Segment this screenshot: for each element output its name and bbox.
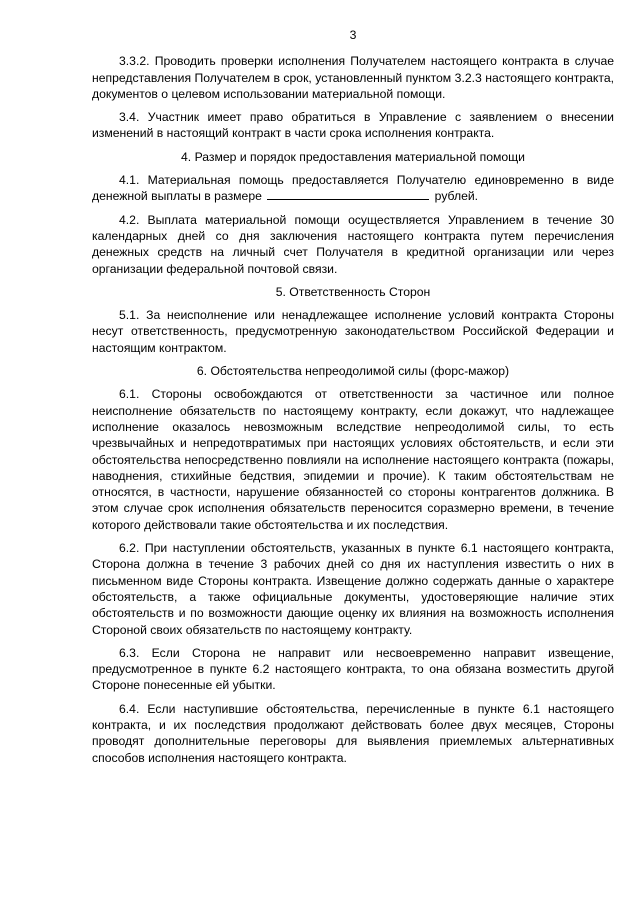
section-heading-5: 5. Ответственность Сторон [275, 284, 431, 299]
paragraph-4-2: 4.2. Выплата материальной помощи осуществляется Управлением в течение 30 календарных дней со дня заключения настоящего контракта путем перечисления денежных средств на личный счет Получателя в кредитной организации или через организации федеральной почтовой связи. [92, 212, 614, 276]
paragraph-6-1: 6.1. Стороны освобождаются от ответственности за частичное или полное неисполнение обязательств по настоящему контракту, если докажут, что надлежащее исполнение оказалось невозможным вследствие непреодолимой силы, то есть чрезвычайных и непредотвратимых при настоящих условиях обстоятельств, и если эти обстоятельства непосредственно повлияли на исполнение настоящего контракта (пожары, наводнения, стихийные бедствия, эпидемии и прочие). К таким обстоятельствам не относятся, в частности, нарушение обязанностей со стороны контрагентов должника. В этом случае срок исполнения обязательств переносится соразмерно времени, в течение которого действовали такие обстоятельства и их последствия. [92, 387, 614, 532]
amount-blank-line[interactable] [267, 188, 429, 200]
paragraph-6-2: 6.2. При наступлении обстоятельств, указанных в пункте 6.1 настоящего контракта, Сторона должна в течение 3 рабочих дней со дня их наступления известить о них в письменном виде Стороны контракта. Извещение должно содержать данные о характере обстоятельств, а также официальные документы, удостоверяющие наличие этих обстоятельств и по возможности дающие оценку их влияния на возможность исполнения Стороной своих обязательств по настоящему контракту. [92, 541, 614, 637]
paragraph-6-4: 6.4. Если наступившие обстоятельства, перечисленные в пункте 6.1 настоящего контракта, и их последствия продолжают действовать более двух месяцев, Стороны проводят дополнительные переговоры для выявления приемлемых альтернативных способов исполнения настоящего контракта. [92, 701, 614, 765]
section-heading-4: 4. Размер и порядок предоставления материальной помощи [181, 149, 525, 164]
page-number: 3 [349, 28, 357, 42]
paragraph-3-4: 3.4. Участник имеет право обратиться в Управление с заявлением о внесении изменений в настоящий контракт в части срока исполнения контракта. [92, 110, 614, 141]
paragraph-5-1: 5.1. За неисполнение или ненадлежащее исполнение условий контракта Стороны несут ответственность, предусмотренную законодательством Российской Федерации и настоящим контрактом. [92, 308, 614, 355]
paragraph-4-1-unit: рублей. [434, 189, 479, 204]
paragraph-3-3-2: 3.3.2. Проводить проверки исполнения Получателем настоящего контракта в случае непредставления Получателем в срок, установленный пунктом 3.2.3 настоящего контракта, документов о целевом использовании материальной помощи. [92, 54, 614, 101]
paragraph-4-1 [92, 172, 614, 205]
paragraph-6-3: 6.3. Если Сторона не направит или несвоевременно направит извещение, предусмотренное в пункте 6.2 настоящего контракта, то она обязана возместить другой Стороне понесенные ей убытки. [92, 645, 614, 693]
paragraph-4-1-text: 4.1. Материальная помощь предоставляется Получателю единовременно в виде денежной выплаты в размере [92, 173, 614, 204]
section-heading-6: 6. Обстоятельства непреодолимой силы (форс-мажор) [196, 364, 510, 379]
